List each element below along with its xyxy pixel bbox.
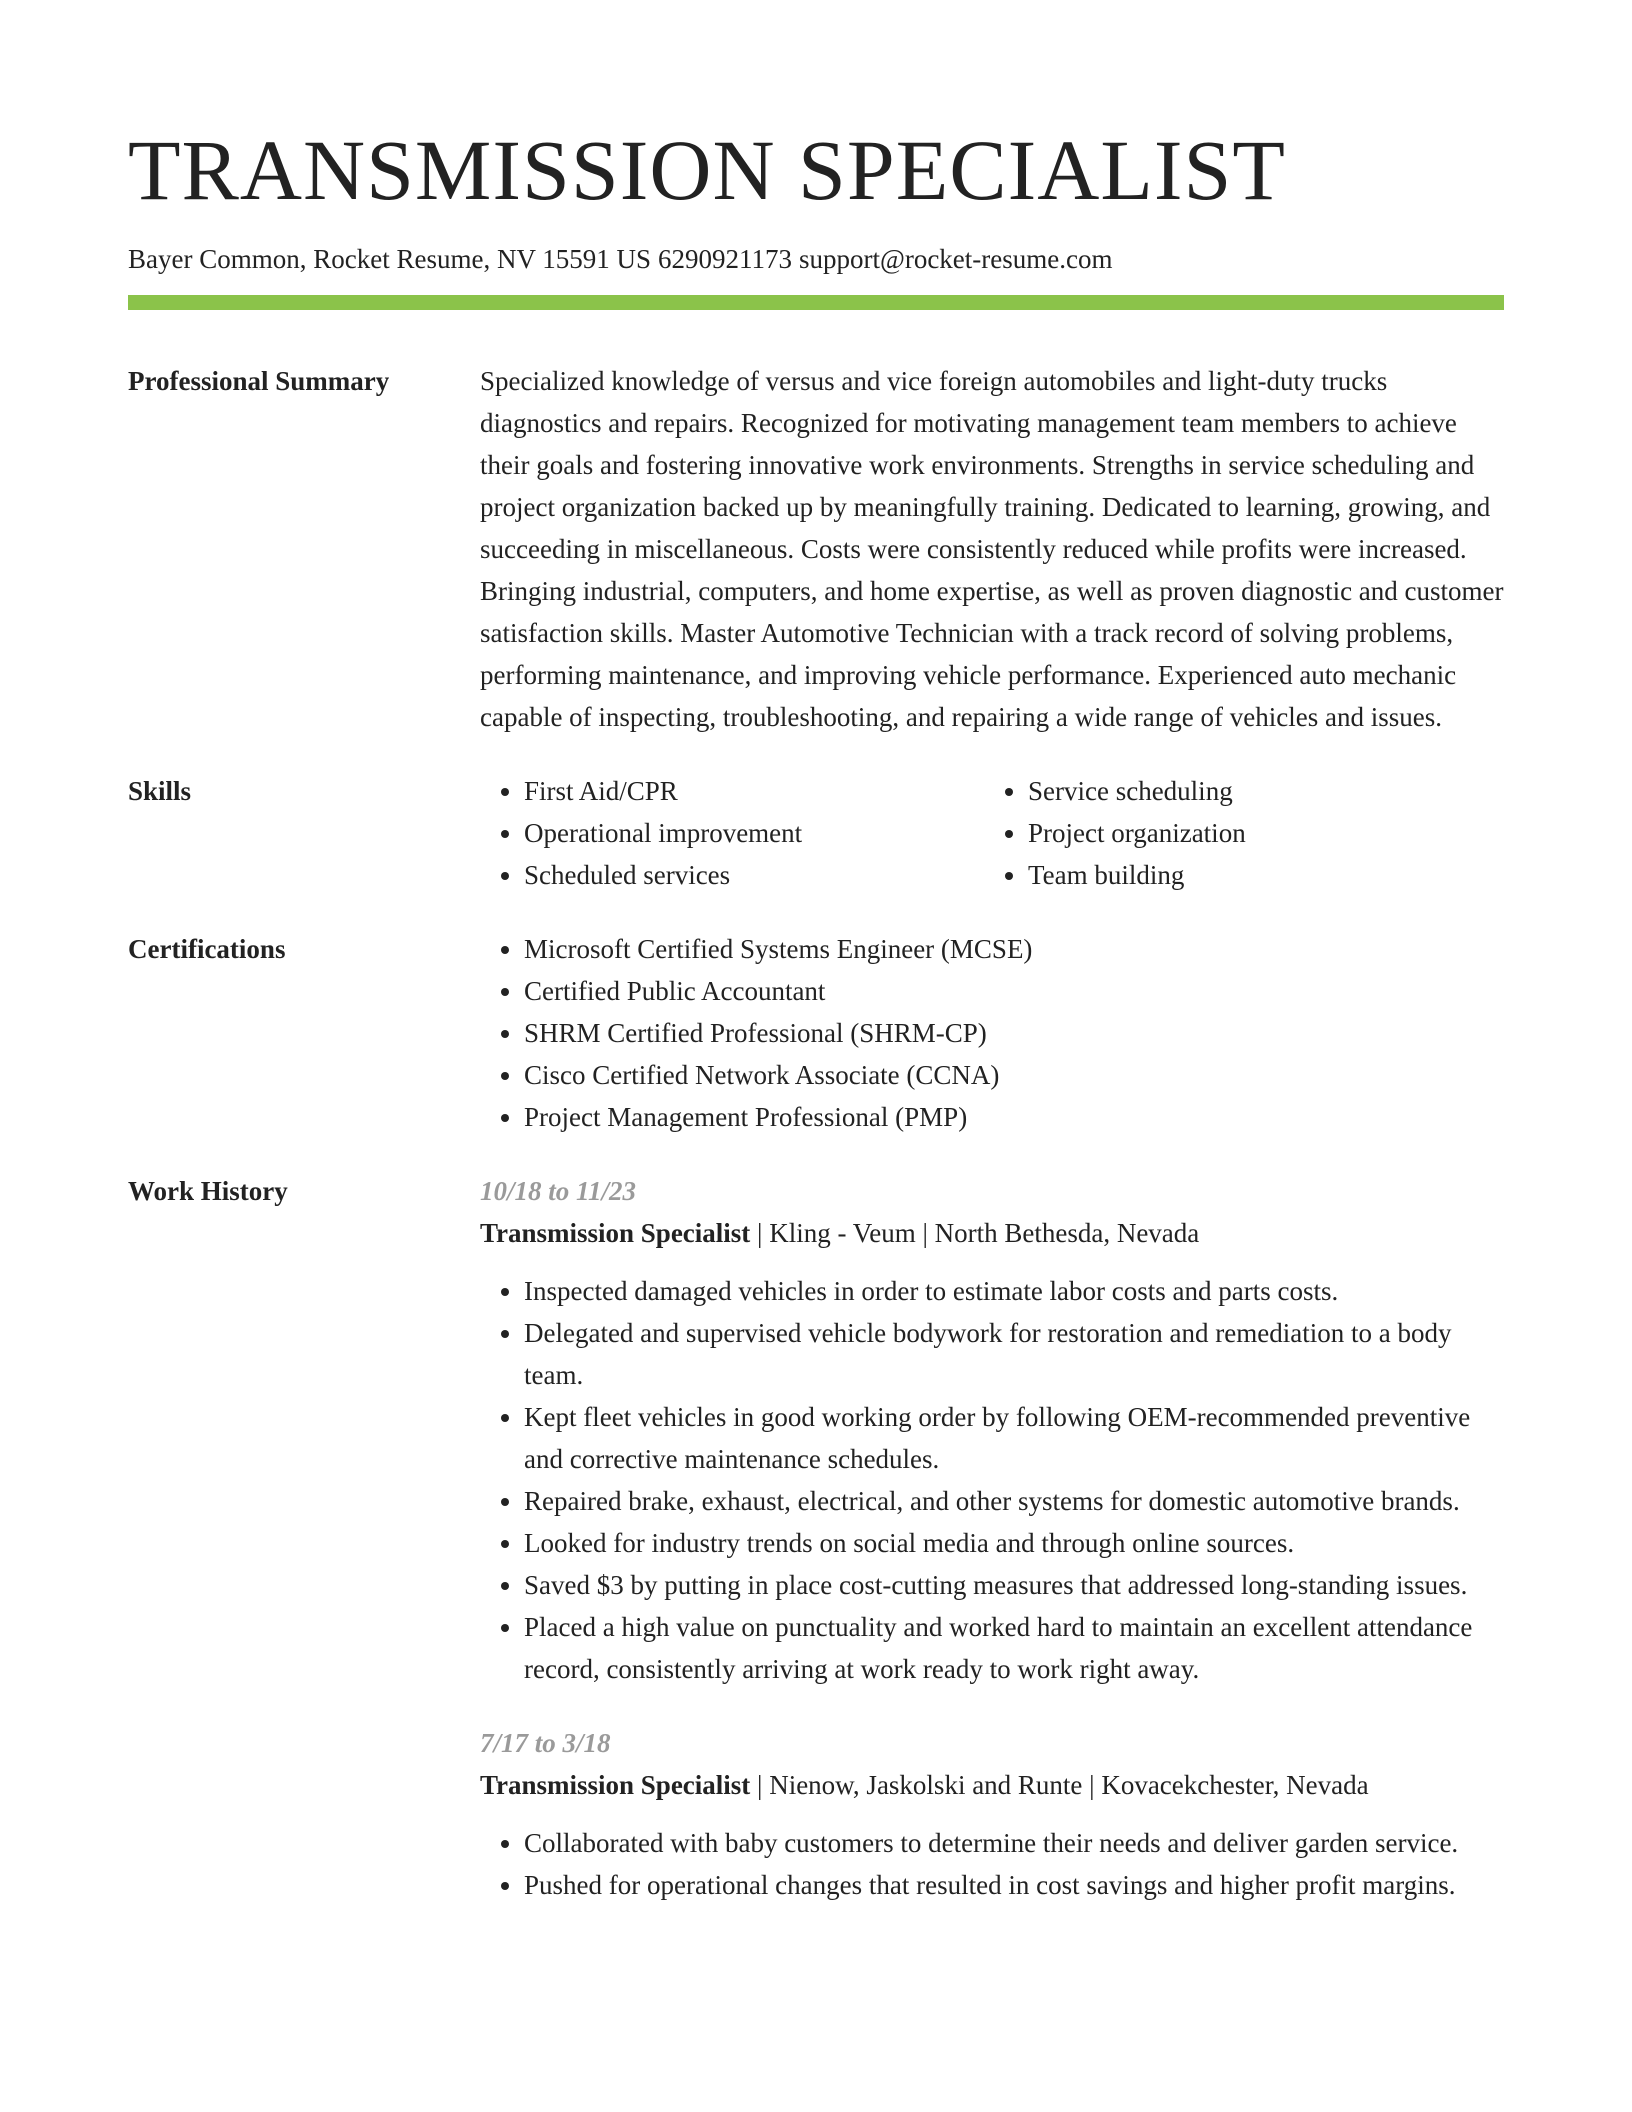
job-bullet: • Kept fleet vehicles in good working order by following OEM-recommended preventive and corrective maintenance schedules.	[524, 1396, 1504, 1480]
job-bullet: • Looked for industry trends on social media and through online sources.	[524, 1522, 1504, 1564]
certifications-body	[480, 928, 1504, 1138]
skills-grid	[480, 770, 1504, 896]
certifications-label: Certifications	[128, 934, 286, 964]
summary-text: Specialized knowledge of versus and vice foreign automobiles and light-duty trucks diagnostics and repairs. Recognized for motivating management team members to achieve their goals and fostering innovative work environments. Strengths in service scheduling and project organization backed up by meaningfully training. Dedicated to learning, growing, and succeeding in miscellaneous. Costs were consistently reduced while profits were increased. Bringing industrial, computers, and home expertise, as well as proven diagnostic and customer satisfaction skills. Master Automotive Technician with a track record of solving problems, performing maintenance, and improving vehicle performance. Experienced auto mechanic capable of inspecting, troubleshooting, and repairing a wide range of vehicles and issues.	[480, 366, 1504, 732]
skill-item: • Team building	[1028, 854, 1504, 896]
skills-list-left	[480, 770, 984, 896]
contact-phone: 6290921173	[657, 244, 792, 274]
skill-item: • Project organization	[1028, 812, 1504, 854]
skills-label: Skills	[128, 776, 192, 806]
summary-label: Professional Summary	[128, 366, 390, 396]
job-details: | Kling - Veum | North Bethesda, Nevada	[750, 1218, 1200, 1248]
job-bullets	[480, 1270, 1504, 1690]
job-bullet: • Collaborated with baby customers to determine their needs and deliver garden service.	[524, 1822, 1504, 1864]
resume-page	[128, 120, 1504, 1906]
contact-address: Bayer Common, Rocket Resume, NV 15591 US	[128, 244, 651, 274]
certification-item: • Project Management Professional (PMP)	[524, 1096, 1504, 1138]
skill-item: • Service scheduling	[1028, 770, 1504, 812]
certifications-section	[128, 928, 1504, 1138]
job-dates: 7/17 to 3/18	[480, 1728, 611, 1758]
certification-item: • Cisco Certified Network Associate (CCNA)	[524, 1054, 1504, 1096]
skills-section	[128, 770, 1504, 896]
certification-item: • SHRM Certified Professional (SHRM-CP)	[524, 1012, 1504, 1054]
job-header	[480, 1212, 1504, 1254]
job-title: Transmission Specialist	[480, 1770, 751, 1800]
job-bullet: • Repaired brake, exhaust, electrical, and other systems for domestic automotive brands.	[524, 1480, 1504, 1522]
job-entry	[480, 1170, 1504, 1690]
job-bullet: • Placed a high value on punctuality and worked hard to maintain an excellent attendance record, consistently arriving at work ready to work right away.	[524, 1606, 1504, 1690]
accent-divider	[128, 295, 1504, 310]
certification-item: • Certified Public Accountant	[524, 970, 1504, 1012]
job-entry	[480, 1722, 1504, 1906]
work-history-label: Work History	[128, 1176, 288, 1206]
job-bullet: • Delegated and supervised vehicle bodywork for restoration and remediation to a body team.	[524, 1312, 1504, 1396]
skill-item: • Operational improvement	[524, 812, 984, 854]
certification-item: • Microsoft Certified Systems Engineer (MCSE)	[524, 928, 1504, 970]
summary-section	[128, 360, 1504, 738]
contact-email: support@rocket-resume.com	[798, 244, 1113, 274]
job-dates: 10/18 to 11/23	[480, 1176, 637, 1206]
job-bullet: • Pushed for operational changes that resulted in cost savings and higher profit margins.	[524, 1864, 1504, 1906]
job-bullet: • Inspected damaged vehicles in order to estimate labor costs and parts costs.	[524, 1270, 1504, 1312]
skill-item: • Scheduled services	[524, 854, 984, 896]
job-bullet: • Saved $3 by putting in place cost-cutting measures that addressed long-standing issues.	[524, 1564, 1504, 1606]
skill-item: • First Aid/CPR	[524, 770, 984, 812]
work-history-body	[480, 1170, 1504, 1906]
job-details: | Nienow, Jaskolski and Runte | Kovacekchester, Nevada	[750, 1770, 1369, 1800]
skills-body	[480, 770, 1504, 896]
job-bullets	[480, 1822, 1504, 1906]
contact-line	[128, 242, 1504, 276]
job-title: Transmission Specialist	[480, 1218, 751, 1248]
skills-list-right	[984, 770, 1504, 896]
resume-name-heading: TRANSMISSION SPECIALIST	[128, 122, 1286, 218]
job-header	[480, 1764, 1504, 1806]
work-history-section	[128, 1170, 1504, 1906]
certifications-list	[480, 928, 1504, 1138]
